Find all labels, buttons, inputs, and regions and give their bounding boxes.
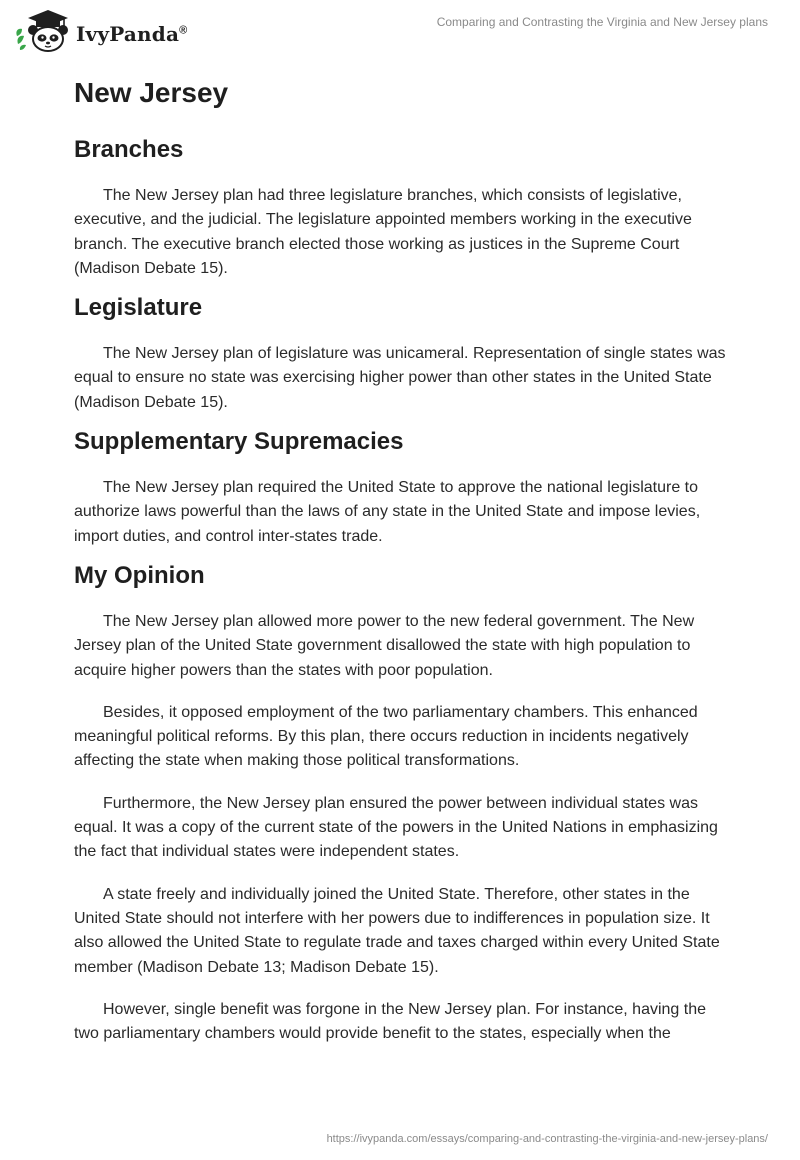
panda-graduate-icon: [14, 8, 72, 54]
section-paragraph: The New Jersey plan allowed more power to the new federal government. The New Jersey plan of the United State government disallowed the state with high population to acquire higher powers than the states with poor population.: [74, 612, 695, 679]
section-branches: [74, 133, 726, 281]
page-header: [0, 0, 800, 64]
section-legislature: [74, 291, 726, 415]
section-paragraph: The New Jersey plan had three legislature branches, which consists of legislative, executive, and the judicial. The legislature appointed members working in the executive branch. The executive branch elected those working as justices in the Supreme Court (Madison Debate 15).: [74, 187, 692, 277]
brand-name: IvyPanda®: [76, 22, 188, 46]
section-heading: Legislature: [74, 294, 203, 322]
section-paragraph: Besides, it opposed employment of the two parliamentary chambers. This enhanced meaningful political reforms. By this plan, there occurs reduction in incidents negatively affecting the state when making those political transformations.: [74, 703, 698, 770]
section-heading: My Opinion: [74, 561, 205, 589]
section-paragraph: The New Jersey plan of legislature was unicameral. Representation of single states was equal to ensure no state was exercising higher power than other states in the United State (Madison Debate 15).: [74, 345, 726, 411]
section-my-opinion: [74, 559, 726, 1046]
source-url[interactable]: https://ivypanda.com/essays/comparing-and-contrasting-the-virginia-and-new-jersey-plans/: [326, 1133, 768, 1145]
section-heading: Supplementary Supremacies: [74, 428, 404, 456]
section-paragraph: Furthermore, the New Jersey plan ensured the power between individual states was equal. It was a copy of the current state of the powers in the United Nations in emphasizing the fact that individual states were independent states.: [74, 794, 718, 861]
section-heading: Branches: [74, 136, 184, 163]
document-title: Comparing and Contrasting the Virginia and New Jersey plans: [436, 15, 768, 29]
section-paragraph: The New Jersey plan required the United State to approve the national legislature to authorize laws powerful than the laws of any state in the United State and impose levies, import duties, and control inter-states trade.: [74, 479, 701, 545]
ivypanda-logo[interactable]: [14, 8, 187, 54]
page-title: New Jersey: [74, 77, 229, 108]
section-paragraph: However, single benefit was forgone in the New Jersey plan. For instance, having the two parliamentary chambers would provide benefit to the states, especially when the: [74, 1000, 706, 1043]
article-content: [74, 70, 726, 1058]
section-paragraph: A state freely and individually joined the United State. Therefore, other states in the United State should not interfere with her powers due to indifferences in population size. It also allowed the United State to regulate trade and taxes charged within every United State member (Madison Debate 13; Madison Debate 15).: [74, 885, 720, 976]
section-supplementary-supremacies: [74, 425, 726, 549]
